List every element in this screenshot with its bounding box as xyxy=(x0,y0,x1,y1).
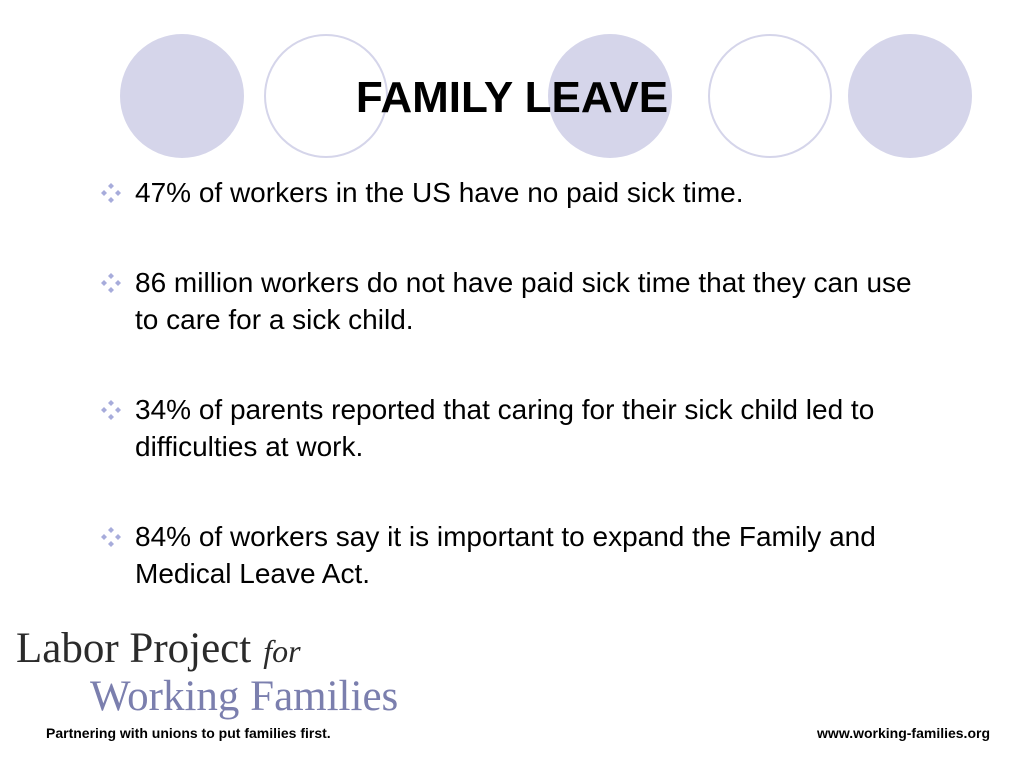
four-diamond-bullet-icon xyxy=(100,182,122,204)
logo-labor-project: Labor Project xyxy=(16,625,252,672)
bullet-item xyxy=(100,391,920,465)
bullet-list xyxy=(100,174,920,645)
four-diamond-bullet-icon xyxy=(100,272,122,294)
bullet-item xyxy=(100,518,920,592)
footer-url: www.working-families.org xyxy=(817,725,990,741)
four-diamond-bullet-icon xyxy=(100,399,122,421)
bullet-text: 84% of workers say it is important to expand the Family and Medical Leave Act. xyxy=(135,521,876,589)
bullet-item xyxy=(100,174,920,211)
bullet-text: 47% of workers in the US have no paid sick time. xyxy=(135,177,744,208)
logo-for: for xyxy=(263,633,301,669)
bullet-item xyxy=(100,264,920,338)
bullet-text: 34% of parents reported that caring for their sick child led to difficulties at work. xyxy=(135,394,875,462)
bullet-text: 86 million workers do not have paid sick time that they can use to care for a sick child. xyxy=(135,267,912,335)
slide-title: FAMILY LEAVE xyxy=(355,73,669,122)
logo-line-1 xyxy=(16,624,301,676)
four-diamond-bullet-icon xyxy=(100,526,122,548)
logo-working-families: Working Families xyxy=(90,673,399,720)
footer-tagline: Partnering with unions to put families first. xyxy=(46,725,331,741)
organization-logo xyxy=(16,624,436,724)
